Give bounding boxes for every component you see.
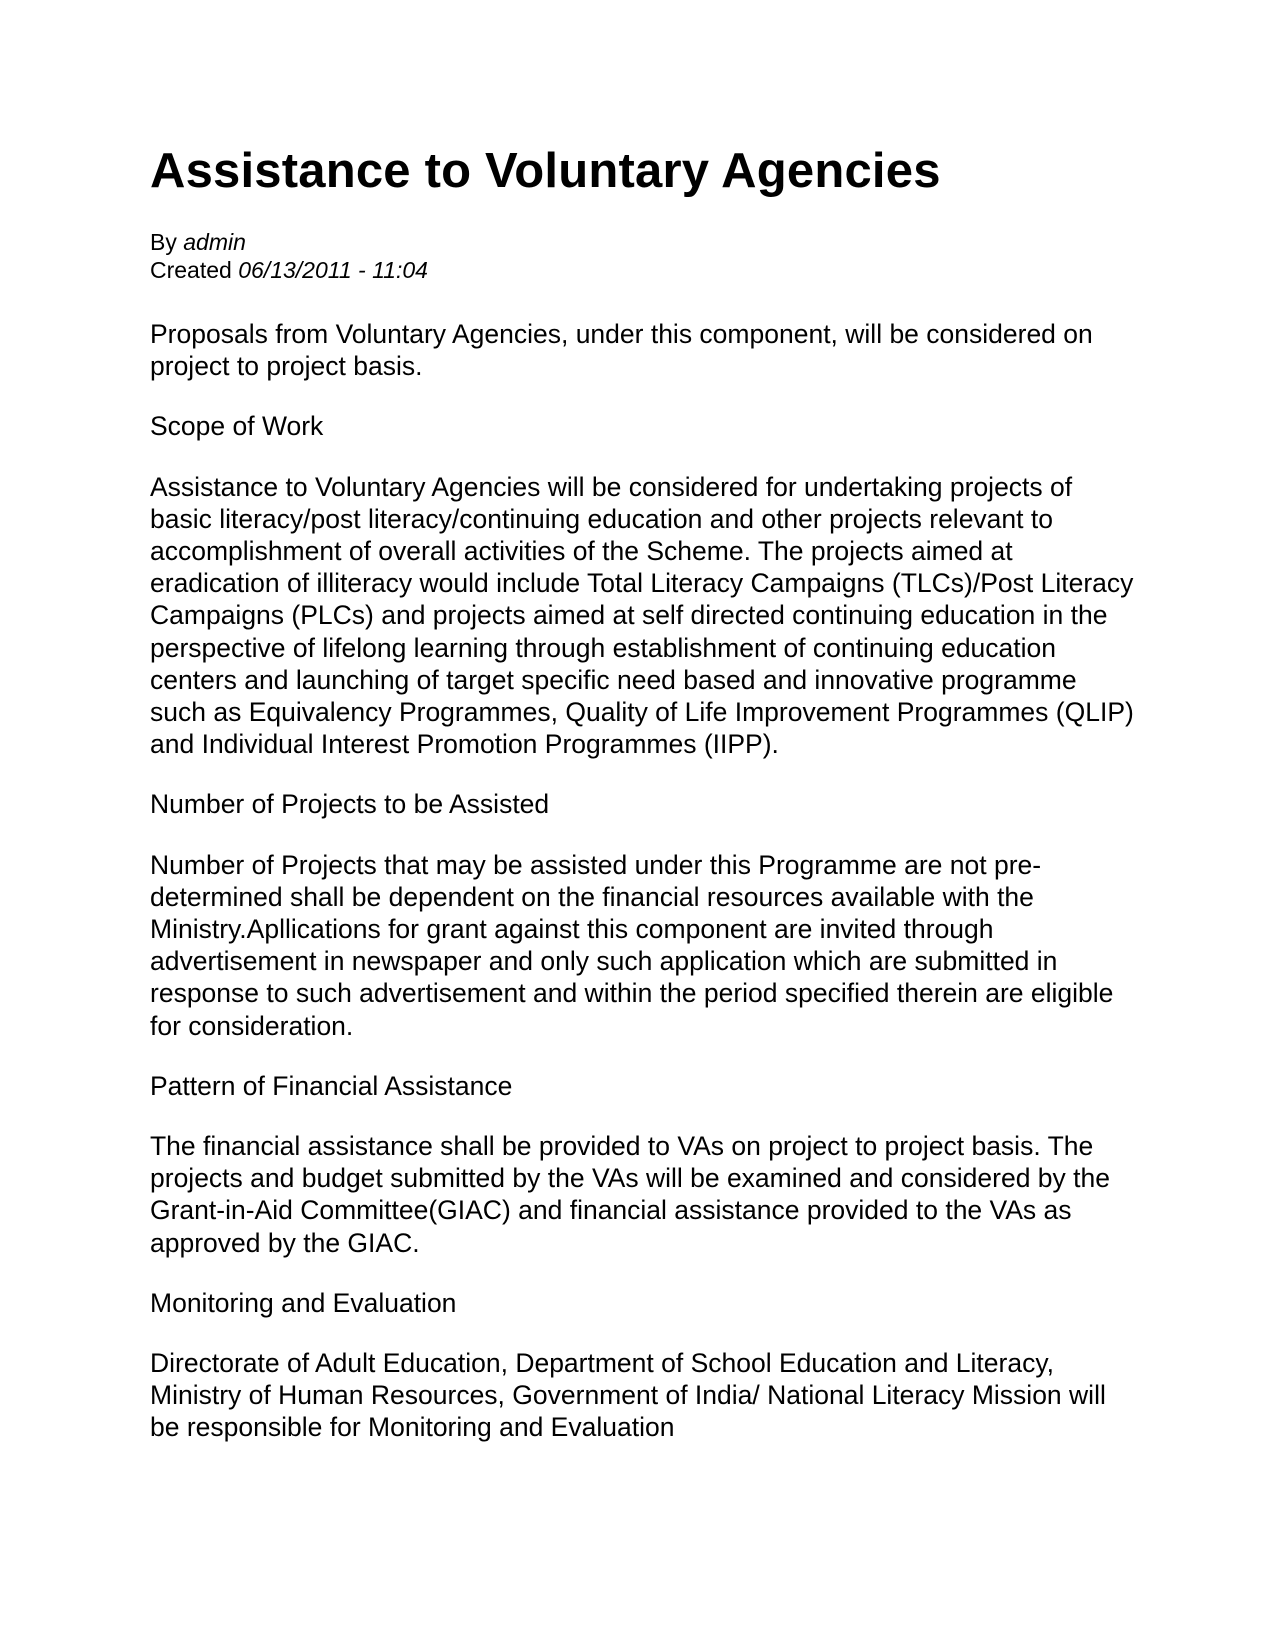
scope-paragraph: Assistance to Voluntary Agencies will be considered for undertaking projects of basic literacy/post literacy/continuing education and other projects relevant to accomplishment of overall activities of the Scheme. The projects aimed at eradication of illiteracy would include Total Literacy Campaigns (TLCs)/Post Literacy Campaigns (PLCs) and projects aimed at self directed continuing education in the perspective of lifelong learning through establishment of continuing education centers and launching of target specific need based and innovative programme such as Equivalency Programmes, Quality of Life Improvement Programmes (QLIP) and Individual Interest Promotion Programmes (IIPP). bbox=[150, 471, 1134, 760]
section-heading-scope: Scope of Work bbox=[150, 411, 324, 442]
financial-paragraph: The financial assistance shall be provided to VAs on project to project basis. The projects and budget submitted by the VAs will be examined and considered by the Grant-in-Aid Committee(GIAC) and financial assistance provided to the VAs as approved by the GIAC. bbox=[150, 1131, 1110, 1258]
by-label: By bbox=[150, 229, 177, 255]
section-heading-projects: Number of Projects to be Assisted bbox=[150, 789, 550, 820]
author-line bbox=[150, 228, 1135, 256]
document-body bbox=[150, 140, 1135, 1472]
projects-paragraph: Number of Projects that may be assisted under this Programme are not pre-determined shall be dependent on the financial resources available with the Ministry.Apllications for grant against this component are invited through advertisement in newspaper and only such application which are submitted in response to such advertisement and within the period specified therein are eligible for consideration. bbox=[150, 849, 1114, 1041]
author-name: admin bbox=[183, 229, 246, 255]
section-heading-financial: Pattern of Financial Assistance bbox=[150, 1070, 513, 1101]
section-heading-monitoring: Monitoring and Evaluation bbox=[150, 1287, 457, 1318]
created-label: Created bbox=[150, 257, 232, 283]
page-title: Assistance to Voluntary Agencies bbox=[150, 144, 941, 198]
monitoring-paragraph: Directorate of Adult Education, Department of School Education and Literacy, Ministry of Human Resources, Government of India/ National Literacy Mission will be responsible for Monitoring and Evaluation bbox=[150, 1348, 1106, 1443]
intro-paragraph: Proposals from Voluntary Agencies, under this component, will be considered on project to project basis. bbox=[150, 319, 1093, 382]
post-meta bbox=[150, 228, 1135, 284]
created-line bbox=[150, 256, 1135, 284]
created-date: 06/13/2011 - 11:04 bbox=[238, 257, 428, 283]
